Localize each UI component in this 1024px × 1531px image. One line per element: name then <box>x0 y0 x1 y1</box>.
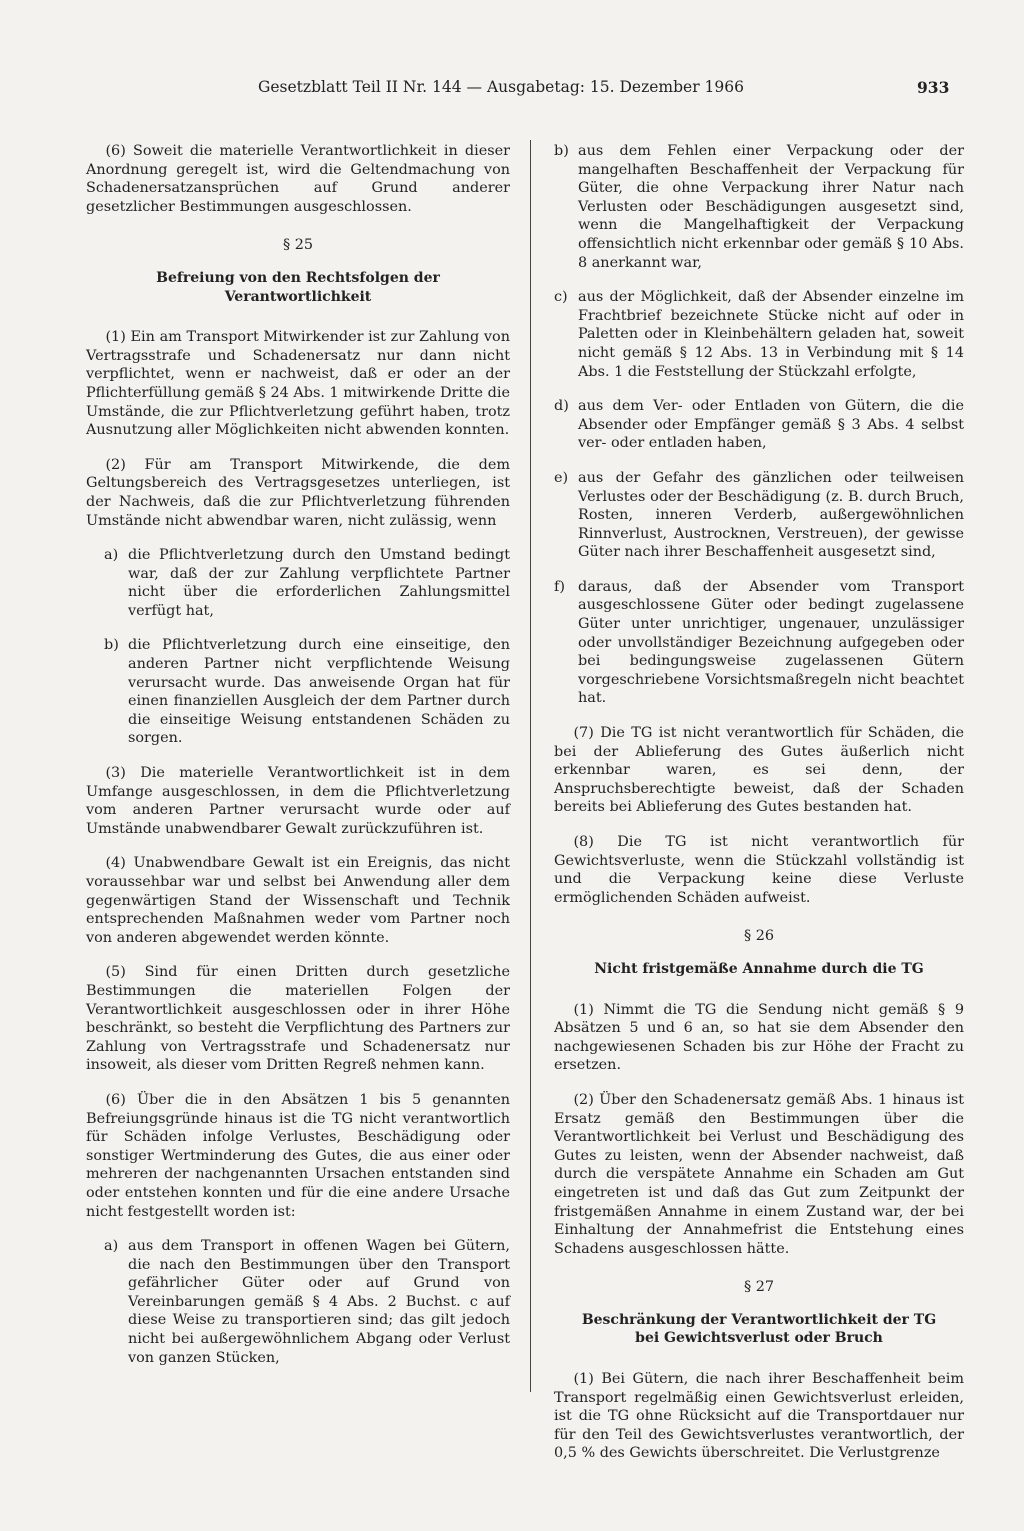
list-item <box>104 636 510 748</box>
section-number: § 26 <box>743 928 775 945</box>
paragraph: (3) Die materielle Verantwortlichkeit ist in dem Umfange ausgeschlossen, in dem die Pflichtverletzung vom anderen Partner verursacht wurde oder auf Umstände unabwendbarer Gewalt zurückzuführen ist. <box>86 765 510 837</box>
list-text: die Pflichtverletzung durch den Umstand bedingt war, daß der zur Zahlung verpflichtete Partner nicht über die erforderlichen Zahlungsmittel verfügt hat, <box>128 547 510 619</box>
left-column <box>86 142 510 1383</box>
section-title-line: Beschränkung der Verantwortlichkeit der TG <box>581 1311 937 1328</box>
list-item <box>104 546 510 620</box>
list-item <box>554 578 964 708</box>
list-marker: a) <box>104 547 119 564</box>
paragraph: (6) Soweit die materielle Verantwortlichkeit in dieser Anordnung geregelt ist, wird die Geltendmachung von Schadenersatzansprüchen auf Grund anderer gesetzlicher Bestimmungen ausgeschlossen. <box>86 143 510 215</box>
paragraph: (6) Über die in den Absätzen 1 bis 5 genannten Befreiungsgründe hinaus ist die TG nicht verantwortlich für Schäden infolge Verlustes, Beschädigung oder sonstiger Wertminderung des Gutes, die aus einer oder mehreren der nachgenannten Ursachen entstanden sind oder entstehen konnten und für die eine andere Ursache nicht festgestellt worden ist: <box>86 1091 510 1220</box>
paragraph: (1) Bei Gütern, die nach ihrer Beschaffenheit beim Transport regelmäßig einen Gewichtsverlust erleiden, ist die TG ohne Rücksicht auf die Transportdauer nur für den Teil des Gewichtsverlustes verantwortlich, der 0,5 % des Gewichts überschreitet. Die Verlustgrenze <box>554 1371 964 1462</box>
paragraph: (2) Für am Transport Mitwirkende, die dem Geltungsbereich des Vertragsgesetzes unterliegen, ist der Nachweis, daß die zur Pflichtverletzung führenden Umstände nicht abwendbar waren, nicht zulässig, wenn <box>86 456 510 529</box>
list-marker: d) <box>554 398 569 415</box>
list-marker: c) <box>554 289 568 306</box>
column-divider <box>530 140 531 1392</box>
right-column <box>554 142 964 1479</box>
header-title: Gesetzblatt Teil II Nr. 144 — Ausgabetag: 15. Dezember 1966 <box>258 78 744 96</box>
paragraph: (8) Die TG ist nicht verantwortlich für Gewichtsverluste, wenn die Stückzahl vollständig ist und die Verpackung keine diese Verluste ermöglichenden Schäden aufweist. <box>554 834 964 906</box>
list-text: aus der Gefahr des gänzlichen oder teilweisen Verlustes oder der Beschädigung (z. B. durch Bruch, Rosten, inneren Verderb, außergewöhnlichen Rinnverlust, Austrocknen, Verstreuen), der gewisse Güter nach ihrer Beschaffenheit ausgesetzt sind, <box>578 469 964 561</box>
list-text: die Pflichtverletzung durch eine einseitige, den anderen Partner nicht verpflichtende Weisung verursacht wurde. Das anweisende Organ hat für einen finanziellen Ausgleich der dem Partner durch die einseitige Weisung entstandenen Schäden zu sorgen. <box>128 637 510 747</box>
section-title: Nicht fristgemäße Annahme durch die TG <box>594 960 924 977</box>
page-number: 933 <box>917 78 950 97</box>
list-text: aus dem Transport in offenen Wagen bei Gütern, die nach den Bestimmungen über den Transport gefährlicher Güter oder auf Grund von Vereinbarungen gemäß § 4 Abs. 2 Buchst. c auf diese Weise zu transportieren sind; das gilt jedoch nicht bei außergewöhnlichem Abgang oder Verlust von ganzen Stücken, <box>128 1238 510 1366</box>
list-marker: f) <box>554 578 565 595</box>
list-text: aus der Möglichkeit, daß der Absender einzelne im Frachtbrief bezeichnete Stücke nicht auf oder in Paletten oder in Kleinbehältern geladen hat, soweit nicht gemäß § 12 Abs. 13 in Verbindung mit § 14 Abs. 1 die Feststellung der Stückzahl erfolgte, <box>578 289 964 380</box>
list-marker: b) <box>104 637 119 654</box>
page-header <box>0 78 1024 102</box>
paragraph: (5) Sind für einen Dritten durch gesetzliche Bestimmungen die materiellen Folgen der Verantwortlichkeit ausgeschlossen oder in ihrer Höhe beschränkt, so besteht die Verpflichtung des Partners zur Zahlung von Vertragsstrafe und Schadenersatz nur insoweit, als dieser vom Dritten Regreß nehmen kann. <box>86 964 510 1074</box>
section-title-line: bei Gewichtsverlust oder Bruch <box>635 1330 883 1347</box>
list-marker: b) <box>554 143 569 159</box>
section-number: § 25 <box>282 237 314 254</box>
section-title <box>554 1311 964 1348</box>
list-marker: e) <box>554 469 569 486</box>
list-item <box>554 469 964 562</box>
list-item <box>104 1237 510 1367</box>
list-text: aus dem Ver- oder Entladen von Gütern, die die Absender oder Empfänger gemäß § 3 Abs. 4 selbst ver- oder entladen haben, <box>578 398 964 452</box>
paragraph: (2) Über den Schadenersatz gemäß Abs. 1 hinaus ist Ersatz gemäß den Bestimmungen über die Verantwortlichkeit bei Verlust und Beschädigung des Gutes zu leisten, wenn der Absender nachweist, daß durch die verspätete Annahme ein Schaden am Gut eingetreten ist und daß das Gut zum Zeitpunkt der fristgemäßen Annahme in einem Zustand war, der bei Einhaltung der Annahmefrist die Entstehung eines Schadens ausgeschlossen hätte. <box>554 1091 964 1257</box>
list-text: daraus, daß der Absender vom Transport ausgeschlossene Güter oder bedingt zugelassene Güter unter unrichtiger, ungenauer, unzulässiger oder unvollständiger Bezeichnung aufgegeben oder bei bedingungsweise zugelassenen Gütern vorgeschriebene Vorsichtsmaßregeln nicht beachtet hat. <box>578 578 964 707</box>
list-text: aus dem Fehlen einer Verpackung oder der mangelhaften Beschaffenheit der Verpackung für Güter, die ohne Verpackung ihrer Natur nach Verlusten oder Beschädigungen ausgesetzt sind, wenn die Mangelhaftigkeit der Verpackung offensichtlich nicht erkennbar oder gemäß § 10 Abs. 8 anerkannt war, <box>578 143 964 271</box>
section-title: Befreiung von den Rechtsfolgen der Verantwortlichkeit <box>156 269 440 305</box>
paragraph: (7) Die TG ist nicht verantwortlich für Schäden, die bei der Ablieferung des Gutes äußerlich nicht erkennbar waren, es sei denn, der Anspruchsberechtigte beweist, daß der Schaden bereits bei Ablieferung des Gutes bestanden hat. <box>554 725 964 816</box>
list-item <box>554 288 964 381</box>
paragraph: (1) Ein am Transport Mitwirkender ist zur Zahlung von Vertragsstrafe und Schadenersatz nur dann nicht verpflichtet, wenn er nachweist, daß er oder an der Pflichterfüllung gemäß § 24 Abs. 1 mitwirkende Dritte die Umstände, die zur Pflichtverletzung geführt haben, trotz Ausnutzung aller Möglichkeiten nicht abwenden konnten. <box>86 329 510 439</box>
paragraph: (1) Nimmt die TG die Sendung nicht gemäß § 9 Absätzen 5 und 6 an, so hat sie dem Absender den nachgewiesenen Schaden bis zur Höhe der Fracht zu ersetzen. <box>554 1001 964 1074</box>
list-marker: a) <box>104 1238 119 1255</box>
paragraph: (4) Unabwendbare Gewalt ist ein Ereignis, das nicht voraussehbar war und selbst bei Anwendung aller dem gegenwärtigen Stand der Wissenschaft und Technik entsprechenden Maßnahmen weder vom Partner noch von anderen abgewendet werden könnte. <box>86 855 510 946</box>
list-item <box>554 397 964 453</box>
list-item <box>554 142 964 272</box>
section-number: § 27 <box>743 1279 775 1296</box>
